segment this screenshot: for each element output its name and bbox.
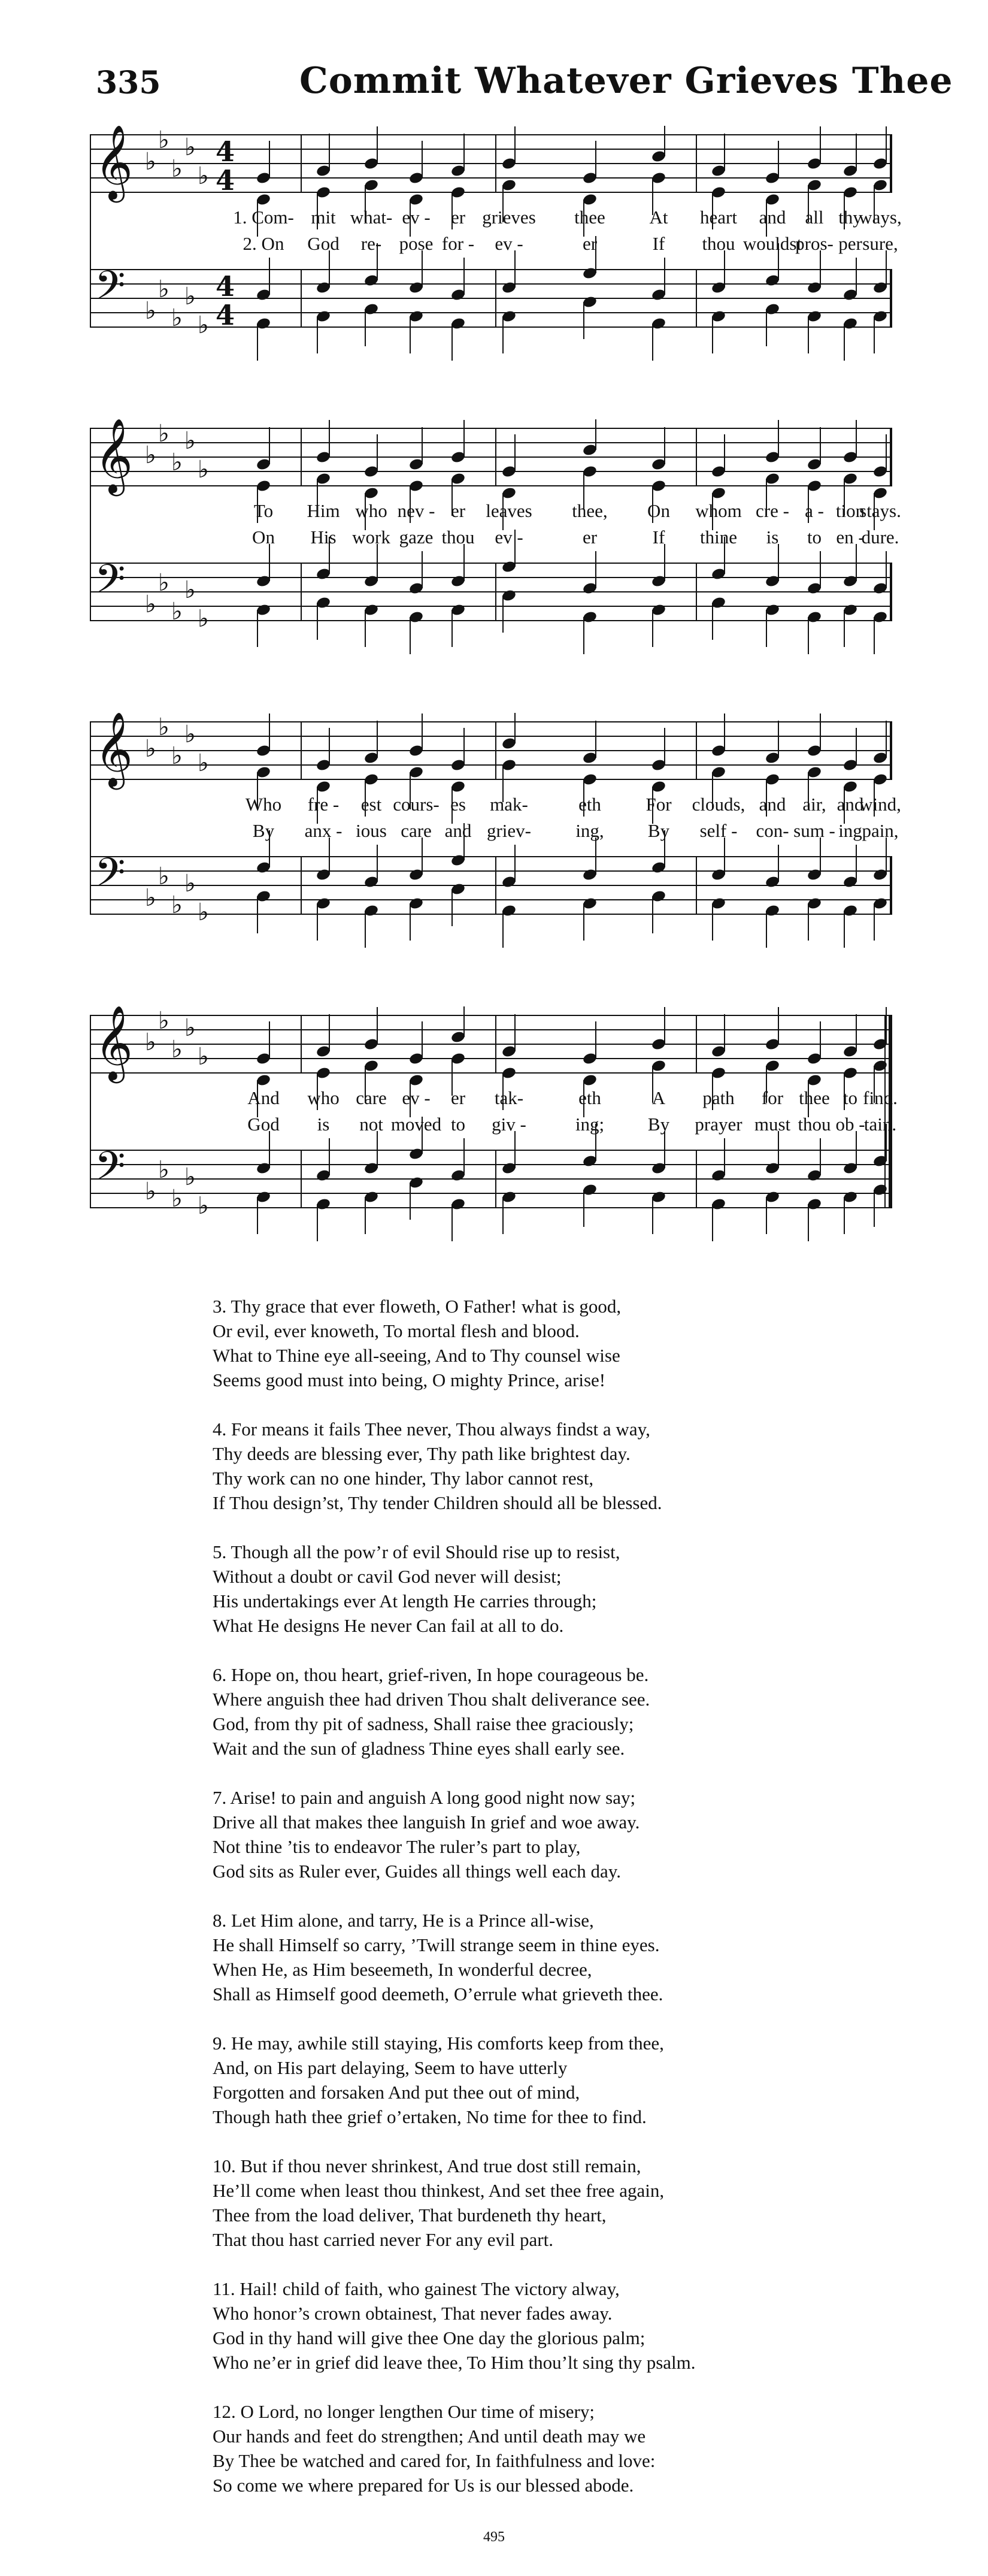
- stanza-line: What He designs He never Can fail at all to do.: [213, 1615, 564, 1636]
- flat-sign-icon: ♭: [145, 148, 156, 176]
- stanza-line: And, on His part delaying, Seem to have utterly: [213, 2057, 568, 2078]
- lyric-syllable: tion: [835, 500, 865, 521]
- lyric-line-verse-2: [90, 232, 898, 258]
- lyric-syllable: who: [355, 500, 387, 521]
- flat-sign-icon: ♭: [171, 304, 183, 332]
- lyric-syllable: en -: [836, 527, 865, 548]
- lyric-syllable: prayer: [695, 1114, 742, 1135]
- hymn-number: 335: [96, 65, 161, 101]
- stanza-line: Thee from the load deliver, That burdeneth thy heart,: [213, 2205, 607, 2226]
- lyric-syllable: heart: [700, 207, 737, 228]
- lyric-syllable: to: [807, 527, 822, 548]
- lyric-syllable: cours-: [393, 794, 440, 815]
- stanza-line: He’ll come when least thou thinkest, And set thee free again,: [213, 2180, 665, 2201]
- lyric-syllable: nev -: [397, 500, 435, 521]
- stanza-line: So come we where prepared for Us is our blessed abode.: [213, 2475, 634, 2496]
- lyric-syllable: and: [444, 820, 472, 841]
- flat-sign-icon: ♭: [198, 456, 209, 483]
- stanza: [213, 1908, 901, 2006]
- flat-sign-icon: ♭: [171, 1036, 183, 1063]
- flat-sign-icon: ♭: [184, 870, 196, 897]
- stanza: [213, 1417, 901, 1515]
- stanza: [213, 2399, 901, 2498]
- lyric-syllable: moved: [390, 1114, 442, 1135]
- page-number: 495: [483, 2529, 505, 2545]
- flat-sign-icon: ♭: [171, 155, 183, 183]
- lyric-syllable: gaze: [399, 527, 434, 548]
- stanza-line: Though hath thee grief o’ertaken, No time for thee to find.: [213, 2106, 647, 2127]
- lyric-line-verse-1: [90, 499, 901, 525]
- lyric-syllable: wind,: [859, 794, 901, 815]
- flat-sign-icon: ♭: [145, 884, 156, 912]
- hymn-title: Commit Whatever Grieves Thee: [299, 60, 953, 102]
- stanza-line: He shall Himself so carry, ’Twill strange seem in thine eyes.: [213, 1934, 660, 1955]
- lyric-syllable: and: [837, 794, 864, 815]
- lyric-syllable: and: [759, 794, 786, 815]
- lyric-syllable: ing: [838, 820, 862, 841]
- lyric-syllable: pain,: [862, 820, 899, 841]
- lyric-syllable: er: [450, 1087, 466, 1108]
- stanza: [213, 1540, 901, 1638]
- lyric-syllable: By: [647, 820, 670, 841]
- lyrics-block: [90, 205, 902, 259]
- flat-sign-icon: ♭: [198, 899, 209, 926]
- lyric-syllable: es: [450, 794, 466, 815]
- lyric-syllable: Him: [307, 500, 340, 521]
- lyric-syllable: thee: [799, 1087, 830, 1108]
- lyric-syllable: path: [702, 1087, 735, 1108]
- lyric-syllable: His: [310, 527, 337, 548]
- flat-sign-icon: ♭: [198, 605, 209, 633]
- flat-sign-icon: ♭: [184, 283, 196, 310]
- lyric-syllable: cre -: [756, 500, 789, 521]
- lyric-syllable: By: [647, 1114, 670, 1135]
- stanza-line: Who honor’s crown obtainest, That never fades away.: [213, 2303, 613, 2324]
- time-signature-bottom: 4: [216, 299, 235, 331]
- stanza-line: God in thy hand will give thee One day the glorious palm;: [213, 2327, 645, 2348]
- flat-sign-icon: ♭: [145, 591, 156, 618]
- stanza-line: If Thou design’st, Thy tender Children should all be blessed.: [213, 1492, 662, 1513]
- lyric-syllable: re-: [360, 233, 382, 254]
- flat-sign-icon: ♭: [171, 449, 183, 476]
- flat-sign-icon: ♭: [158, 713, 169, 741]
- lyric-syllable: mak-: [490, 794, 528, 815]
- lyric-syllable: thou: [702, 233, 735, 254]
- lyric-syllable: ev -: [402, 1087, 431, 1108]
- lyric-syllable: If: [652, 233, 665, 254]
- flat-sign-icon: ♭: [158, 1007, 169, 1035]
- lyric-syllable: er: [582, 233, 598, 254]
- lyric-syllable: not: [359, 1114, 383, 1135]
- flat-sign-icon: ♭: [145, 297, 156, 325]
- bass-staff: [90, 1143, 892, 1220]
- flat-sign-icon: ♭: [198, 1192, 209, 1220]
- lyric-syllable: On: [252, 527, 275, 548]
- lyric-syllable: clouds,: [692, 794, 745, 815]
- lyric-line-verse-1: [90, 1086, 898, 1112]
- lyric-syllable: for -: [441, 233, 475, 254]
- lyric-syllable: For: [645, 794, 672, 815]
- lyric-syllable: anx -: [304, 820, 343, 841]
- time-signature-top: 4: [216, 270, 235, 303]
- flat-sign-icon: ♭: [198, 749, 209, 777]
- lyric-syllable: ob -: [835, 1114, 865, 1135]
- flat-sign-icon: ♭: [145, 1029, 156, 1056]
- lyric-syllable: griev-: [486, 820, 532, 841]
- treble-staff: [90, 126, 892, 202]
- lyric-syllable: ev -: [495, 527, 523, 548]
- lyric-syllable: eth: [578, 1087, 601, 1108]
- stanza-line: 6. Hope on, thou heart, grief-riven, In hope courageous be.: [213, 1664, 649, 1685]
- flat-sign-icon: ♭: [184, 1014, 196, 1042]
- stanza-line: Wait and the sun of gladness Thine eyes shall early see.: [213, 1738, 625, 1759]
- flat-sign-icon: ♭: [198, 162, 209, 190]
- stanza-line: Seems good must into being, O mighty Prince, arise!: [213, 1369, 606, 1390]
- lyric-syllable: giv -: [492, 1114, 526, 1135]
- lyric-syllable: thine: [700, 527, 737, 548]
- flat-sign-icon: ♭: [198, 312, 209, 339]
- lyric-syllable: 1. Com-: [233, 207, 294, 228]
- stanza-line: 12. O Lord, no longer lengthen Our time of misery;: [213, 2401, 595, 2422]
- stanza-line: Or evil, ever knoweth, To mortal flesh and blood.: [213, 1320, 580, 1341]
- lyric-syllable: By: [252, 820, 275, 841]
- stanza-line: Where anguish thee had driven Thou shalt deliverance see.: [213, 1689, 650, 1710]
- lyric-syllable: to: [842, 1087, 858, 1108]
- stanza-line: Drive all that makes thee languish In grief and woe away.: [213, 1812, 640, 1833]
- bass-clef-icon: 𝄢: [95, 556, 126, 612]
- lyric-syllable: air,: [802, 794, 826, 815]
- lyric-syllable: con-: [756, 820, 789, 841]
- stanza-line: Forgotten and forsaken And put thee out of mind,: [213, 2082, 580, 2103]
- flat-sign-icon: ♭: [171, 1185, 183, 1213]
- stanza-line: Who ne’er in grief did leave thee, To Him thou’lt sing thy psalm.: [213, 2352, 696, 2373]
- bass-clef-icon: 𝄢: [95, 262, 126, 318]
- lyric-syllable: per: [838, 233, 862, 254]
- lyric-syllable: thy: [838, 207, 862, 228]
- lyric-syllable: er: [582, 527, 598, 548]
- flat-sign-icon: ♭: [145, 735, 156, 763]
- bass-staff: [90, 262, 892, 339]
- lyric-syllable: and: [759, 207, 786, 228]
- flat-sign-icon: ♭: [145, 1178, 156, 1205]
- treble-clef-icon: 𝄞: [95, 419, 133, 493]
- lyric-syllable: er: [450, 500, 466, 521]
- lyric-syllable: sure,: [862, 233, 898, 254]
- lyric-syllable: thee: [574, 207, 605, 228]
- lyric-syllable: eth: [578, 794, 601, 815]
- lyric-syllable: whom: [695, 500, 742, 521]
- lyric-syllable: work: [352, 527, 390, 548]
- stanza-line: God, from thy pit of sadness, Shall raise thee graciously;: [213, 1713, 634, 1734]
- flat-sign-icon: ♭: [158, 1156, 169, 1184]
- lyric-syllable: God: [307, 233, 340, 254]
- stanza-line: Our hands and feet do strengthen; And until death may we: [213, 2426, 646, 2447]
- flat-sign-icon: ♭: [184, 576, 196, 604]
- lyric-syllable: stays.: [859, 500, 901, 521]
- stanza-line: 4. For means it fails Thee never, Thou always findst a way,: [213, 1419, 650, 1440]
- treble-clef-icon: 𝄞: [95, 1006, 133, 1080]
- lyric-syllable: ious: [356, 820, 387, 841]
- time-signature-top: 4: [216, 135, 235, 168]
- lyric-syllable: is: [766, 527, 779, 548]
- treble-clef-icon: 𝄞: [95, 713, 133, 787]
- additional-stanzas: [213, 1294, 901, 2522]
- lyric-line-verse-2: [90, 525, 899, 552]
- lyrics-block: [90, 499, 901, 553]
- flat-sign-icon: ♭: [184, 134, 196, 161]
- stanza: [213, 2154, 901, 2252]
- lyric-syllable: for: [761, 1087, 784, 1108]
- music-system: [90, 126, 902, 377]
- lyric-syllable: ing;: [575, 1114, 605, 1135]
- lyric-syllable: to: [450, 1114, 466, 1135]
- flat-sign-icon: ♭: [171, 598, 183, 625]
- lyric-syllable: care: [401, 820, 432, 841]
- flat-sign-icon: ♭: [158, 276, 169, 303]
- lyric-syllable: ways,: [859, 207, 902, 228]
- stanza: [213, 2031, 901, 2129]
- lyric-syllable: must: [754, 1114, 791, 1135]
- lyric-syllable: pose: [399, 233, 434, 254]
- lyric-syllable: thee,: [572, 500, 608, 521]
- bass-staff: [90, 556, 892, 633]
- lyric-syllable: wouldst: [742, 233, 802, 254]
- flat-sign-icon: ♭: [158, 863, 169, 890]
- lyric-line-verse-2: [90, 1112, 897, 1139]
- lyric-syllable: At: [649, 207, 668, 228]
- stanza-line: Not thine ’tis to endeavor The ruler’s part to play,: [213, 1836, 581, 1857]
- stanza-line: Thy deeds are blessing ever, Thy path like brightest day.: [213, 1443, 631, 1464]
- lyric-line-verse-2: [90, 819, 899, 845]
- flat-sign-icon: ♭: [171, 742, 183, 770]
- flat-sign-icon: ♭: [198, 1043, 209, 1071]
- lyric-syllable: find.: [863, 1087, 898, 1108]
- lyric-syllable: pros-: [795, 233, 834, 254]
- time-signature-bottom: 4: [216, 164, 235, 196]
- lyric-syllable: all: [805, 207, 824, 228]
- flat-sign-icon: ♭: [184, 1163, 196, 1191]
- music-system: [90, 713, 901, 965]
- flat-sign-icon: ♭: [184, 427, 196, 455]
- lyric-syllable: what-: [350, 207, 393, 228]
- lyric-syllable: To: [253, 500, 274, 521]
- stanza-line: By Thee be watched and cared for, In faithfulness and love:: [213, 2450, 656, 2471]
- flat-sign-icon: ♭: [158, 569, 169, 597]
- stanza-line: 11. Hail! child of faith, who gainest The victory alway,: [213, 2278, 620, 2299]
- stanza: [213, 1294, 901, 1392]
- lyric-syllable: tak-: [494, 1087, 524, 1108]
- lyric-syllable: Who: [245, 794, 282, 815]
- flat-sign-icon: ♭: [158, 126, 169, 154]
- stanza-line: God sits as Ruler ever, Guides all things well each day.: [213, 1861, 622, 1882]
- stanza-line: His undertakings ever At length He carries through;: [213, 1591, 597, 1611]
- lyric-syllable: fre -: [307, 794, 340, 815]
- lyric-syllable: And: [247, 1087, 280, 1108]
- lyric-syllable: er: [450, 207, 466, 228]
- stanza-line: That thou hast carried never For any evil part.: [213, 2229, 553, 2250]
- stanza: [213, 1785, 901, 1883]
- music-system: [90, 1006, 898, 1258]
- lyric-syllable: a -: [805, 500, 824, 521]
- stanza-line: Without a doubt or cavil God never will desist;: [213, 1566, 562, 1587]
- lyric-syllable: On: [647, 500, 670, 521]
- stanza-line: When He, as Him beseemeth, In wonderful decree,: [213, 1959, 592, 1980]
- lyric-line-verse-1: [90, 793, 901, 819]
- stanza-line: 9. He may, awhile still staying, His comforts keep from thee,: [213, 2033, 664, 2054]
- stanza-line: 3. Thy grace that ever floweth, O Father! what is good,: [213, 1296, 622, 1317]
- bass-clef-icon: 𝄢: [95, 1143, 126, 1199]
- lyric-syllable: self -: [699, 820, 738, 841]
- lyric-syllable: grieves: [482, 207, 536, 228]
- music-system: [90, 419, 901, 671]
- flat-sign-icon: ♭: [145, 442, 156, 469]
- stanza-line: What to Thine eye all-seeing, And to Thy counsel wise: [213, 1345, 620, 1366]
- lyric-syllable: est: [360, 794, 382, 815]
- flat-sign-icon: ♭: [171, 891, 183, 919]
- lyrics-block: [90, 1086, 898, 1140]
- lyric-syllable: ev -: [402, 207, 431, 228]
- lyric-syllable: A: [651, 1087, 666, 1108]
- lyric-syllable: sum -: [793, 820, 835, 841]
- lyric-syllable: God: [247, 1114, 280, 1135]
- lyric-syllable: If: [652, 527, 665, 548]
- stanza: [213, 2276, 901, 2375]
- stanza-line: 10. But if thou never shrinkest, And true dost still remain,: [213, 2155, 641, 2176]
- lyric-syllable: care: [356, 1087, 387, 1108]
- lyric-syllable: ev -: [495, 233, 523, 254]
- treble-clef-icon: 𝄞: [95, 126, 133, 199]
- lyric-syllable: leaves: [486, 500, 532, 521]
- lyric-syllable: thou: [441, 527, 475, 548]
- stanza-line: Shall as Himself good deemeth, O’errule what grieveth thee.: [213, 1984, 663, 2004]
- stanza: [213, 1662, 901, 1761]
- stanza-line: 5. Though all the pow’r of evil Should rise up to resist,: [213, 1541, 620, 1562]
- stanza-line: 8. Let Him alone, and tarry, He is a Prince all-wise,: [213, 1910, 594, 1931]
- lyric-syllable: tain.: [863, 1114, 897, 1135]
- lyric-syllable: dure.: [861, 527, 899, 548]
- lyric-syllable: thou: [798, 1114, 831, 1135]
- stanza-line: Thy work can no one hinder, Thy labor cannot rest,: [213, 1468, 594, 1489]
- lyric-syllable: ing,: [575, 820, 604, 841]
- flat-sign-icon: ♭: [158, 420, 169, 448]
- bass-clef-icon: 𝄢: [95, 849, 126, 905]
- lyric-line-verse-1: [90, 205, 902, 232]
- lyric-syllable: who: [307, 1087, 340, 1108]
- lyrics-block: [90, 793, 901, 846]
- lyric-syllable: mit: [311, 207, 336, 228]
- stanza-line: 7. Arise! to pain and anguish A long good night now say;: [213, 1787, 636, 1808]
- lyric-syllable: 2. On: [243, 233, 284, 254]
- flat-sign-icon: ♭: [184, 721, 196, 748]
- lyric-syllable: is: [317, 1114, 330, 1135]
